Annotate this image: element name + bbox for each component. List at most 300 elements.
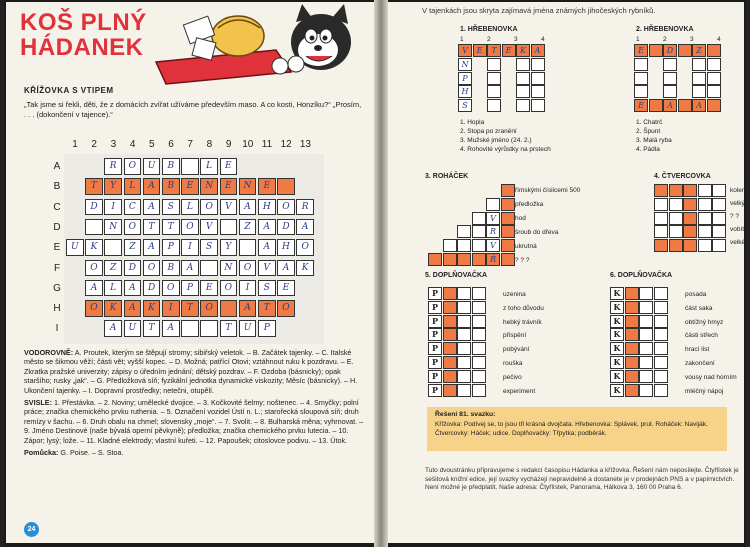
puzzle-cell: E: [502, 44, 516, 57]
puzzle-cell: [639, 342, 653, 355]
intro-text: „Tak jsme si řekli, děti, že z domácích zvířat užíváme především maso. A co kosti, Honzíku?“ „Prosím, . . . (dokončení v tajence).“: [24, 100, 362, 119]
puzzle-title: 2. HŘEBENOVKA: [636, 26, 694, 33]
puzzle-cell: [443, 342, 457, 355]
row-label: C: [53, 201, 61, 213]
crossword-cell: O: [124, 158, 142, 175]
puzzle-cell: T: [487, 44, 501, 57]
solution-heading: Řešení 81. svazku:: [435, 411, 496, 418]
puzzle-cell: [649, 99, 663, 112]
puzzle-cell: P: [428, 287, 442, 300]
clues: VODOROVNĚ: A. Proutek, kterým se štěpují stromy; sibiřský veletok. – B. Začátek tajenky. – C. Italské město se šikmou věží; části vět; vyšší kopec. – D. Možná; patřící Otovi; vztáhnout ruku k pozdravu. – E. Zkratka pražské univerzity; zápisy o úředním jednání; dětský pozdrav. – F. Ozdoba (básnicky); opak staršího; rusky „jak“. – G. Předložková síň; fyzikální jednotka dynamické viskozity; Měsíc (básnicky). – H. Ukončení tajenky. – I. Dopravní prostředky; netečni, otupělí. SVISLE: 1. Přestávka. – 2. Noviny; umělecké dvojice. – 3. Kočkovité šelmy; noštenec. – 4. Smyčky; polní práce; značka chemického prvku ruthenia. – 5. Označení vozidel Ústí n. L.; starořecká sloupová síň; druh remízy v šachu. – 6. Druh obalu na chmel; slovensky „moje“. – 7. Svolit. – 8. Bulharská měna; vyhrnovat. – 9. Jméno Destinové (naše bývalá operní pěvkyně); předložka; značka chemického prvku lutecia. – 10. Zápor; lysý; lože. – 11. Kladné elektrody; vlastní kuřeti. – 12. Papoušek; citoslovce podivu. – 13. Útok. Pomůcka: G. Poise. – S. Stoa.: [24, 348, 364, 458]
puzzle-cell: [639, 287, 653, 300]
clue: experiment: [503, 387, 536, 395]
puzzle-cell: [531, 72, 545, 85]
crossword-cell: L: [200, 158, 218, 175]
crossword-cell: O: [296, 239, 314, 256]
clue: vobít: [730, 226, 745, 233]
crossword-cell: T: [220, 320, 238, 337]
column-number: 4: [717, 36, 721, 43]
row-label: I: [55, 323, 59, 335]
puzzle-cell: [501, 253, 515, 266]
crossword-cell: T: [143, 320, 161, 337]
clue: 1. Chatrč: [636, 119, 663, 126]
clue: šroub do dřeva: [515, 229, 559, 236]
clue: 3. Mužské jméno (24. 2.): [460, 137, 532, 144]
puzzle-title: 6. DOPLŇOVAČKA: [610, 272, 673, 279]
crossword-cell: O: [277, 300, 295, 317]
clue: 2. Špunt: [636, 128, 661, 135]
puzzle-cell: [625, 301, 639, 314]
puzzle-cell: [501, 212, 515, 225]
puzzle-cell: [683, 212, 697, 225]
crossword-cell: [220, 300, 238, 317]
puzzle-cell: [639, 356, 653, 369]
puzzle-cell: P: [458, 72, 472, 85]
puzzle-cell: E: [634, 44, 648, 57]
clue: kolem: [730, 187, 748, 194]
column-number: 3: [110, 139, 117, 150]
puzzle-cell: [654, 225, 668, 238]
puzzle-cell: [457, 253, 471, 266]
clue: uzenina: [503, 291, 526, 298]
crossword-cell: O: [181, 219, 199, 236]
crossword-cell: O: [200, 300, 218, 317]
puzzle-cell: [531, 99, 545, 112]
column-number: 2: [663, 36, 667, 43]
column-number: 1: [72, 139, 78, 150]
puzzle-cell: [663, 85, 677, 98]
crossword-cell: A: [143, 199, 161, 216]
puzzle-cell: [516, 99, 530, 112]
crossword-cell: O: [162, 280, 180, 297]
puzzle-cell: [457, 342, 471, 355]
crossword-cell: U: [66, 239, 84, 256]
puzzle-cell: [707, 72, 721, 85]
puzzle-cell: [634, 85, 648, 98]
right-page: [388, 2, 748, 543]
puzzle-cell: K: [610, 287, 624, 300]
puzzle-cell: [707, 44, 721, 57]
crossword-cell: [104, 239, 122, 256]
crossword-cell: O: [220, 280, 238, 297]
hint: G. Poise. – S. Stoa.: [60, 448, 124, 458]
crossword-cell: U: [239, 320, 257, 337]
puzzle-cell: K: [610, 342, 624, 355]
crossword-cell: I: [239, 280, 257, 297]
clue: obtížný hmyz: [685, 318, 724, 326]
puzzle-cell: [712, 184, 726, 197]
puzzle-cell: [472, 225, 486, 238]
puzzle-cell: [692, 72, 706, 85]
crossword-cell: I: [162, 300, 180, 317]
puzzle-cell: [683, 184, 697, 197]
crossword-cell: S: [258, 280, 276, 297]
puzzle-cell: [443, 315, 457, 328]
puzzle-cell: P: [428, 315, 442, 328]
puzzle-cell: [625, 287, 639, 300]
crossword-cell: A: [239, 199, 257, 216]
clue: 2. Stopa po zranění: [460, 128, 517, 135]
puzzle-cell: K: [610, 328, 624, 341]
crossword-cell: E: [220, 158, 238, 175]
crossword-cell: A: [258, 219, 276, 236]
puzzle-cell: [531, 85, 545, 98]
puzzle-cell: [625, 370, 639, 383]
puzzle-cell: [625, 356, 639, 369]
puzzle-cell: [531, 58, 545, 71]
crossword-cell: L: [181, 199, 199, 216]
column-number: 5: [149, 139, 155, 150]
puzzle-cell: K: [610, 315, 624, 328]
crossword-cell: [181, 320, 199, 337]
puzzle-cell: [443, 356, 457, 369]
clue: hebký trávník: [503, 318, 542, 326]
crossword-cell: K: [296, 260, 314, 277]
column-number: 11: [261, 139, 273, 150]
puzzle-cell: [654, 239, 668, 252]
crossword-cell: [277, 178, 295, 195]
column-number: 1: [636, 36, 640, 43]
crossword-cell: E: [258, 178, 276, 195]
puzzle-cell: [501, 239, 515, 252]
cat-illustration: [156, 6, 361, 88]
clue: rouška: [503, 360, 523, 367]
crossword-cell: L: [124, 178, 142, 195]
column-number: 2: [91, 139, 97, 150]
puzzle-cell: [487, 99, 501, 112]
clue: části střech: [685, 332, 718, 340]
puzzle-cell: [698, 212, 712, 225]
crossword-cell: T: [181, 300, 199, 317]
crossword-cell: V: [258, 260, 276, 277]
clue: velký: [730, 200, 745, 207]
puzzle-cell: [654, 384, 668, 397]
puzzle-cell: [472, 384, 486, 397]
book-gutter: [374, 0, 388, 547]
column-number: 8: [206, 139, 213, 150]
puzzle-cell: K: [610, 301, 624, 314]
page-title: KOŠ PLNÝ HÁDANEK: [20, 9, 147, 61]
puzzle-cell: [698, 225, 712, 238]
puzzle-cell: [443, 301, 457, 314]
puzzle-cell: [472, 342, 486, 355]
row-label: E: [53, 242, 61, 254]
crossword-cell: Z: [239, 219, 257, 236]
book-spread: [4, 0, 746, 547]
crossword-cell: T: [162, 219, 180, 236]
puzzle-cell: P: [428, 370, 442, 383]
puzzle-cell: [707, 58, 721, 71]
crossword-cell: I: [181, 239, 199, 256]
crossword-cell: P: [258, 320, 276, 337]
puzzle-cell: [707, 85, 721, 98]
intro-text: V tajenkách jsou skryta zajímavá jména známých jihočeských rybníků.: [422, 6, 656, 15]
crossword-cell: [85, 219, 103, 236]
crossword-cell: A: [296, 219, 314, 236]
solution-text: Křížovka: Podívej se, to jsou tři krásná dvojčata. Hřebenovka: Splávek, prut. Roháček: Naviják. Čtvercovky: Háček; udice. Doplňovačky: Třpytka; podběrák.: [435, 421, 708, 437]
clue: z toho důvodu: [503, 304, 544, 312]
clue: 4. Rohovité výrůstky na prstech: [460, 146, 551, 153]
crossword-cell: O: [85, 300, 103, 317]
puzzle-cell: [472, 315, 486, 328]
puzzle-cell: [639, 315, 653, 328]
puzzle-cell: K: [516, 44, 530, 57]
puzzle-cell: [457, 384, 471, 397]
crossword-cell: B: [162, 260, 180, 277]
clue: hod: [515, 215, 526, 222]
crossword-cell: A: [143, 239, 161, 256]
puzzle-cell: [443, 328, 457, 341]
crossword-cell: U: [143, 158, 161, 175]
puzzle-cell: [625, 328, 639, 341]
row-label: A: [53, 161, 61, 172]
column-number: 3: [514, 36, 518, 43]
crossword-cell: I: [104, 199, 122, 216]
crossword-cell: B: [162, 178, 180, 195]
crossword-cell: D: [124, 260, 142, 277]
crossword-cell: N: [220, 260, 238, 277]
puzzle-cell: [457, 328, 471, 341]
column-number: 9: [225, 139, 232, 150]
column-number: 12: [280, 139, 292, 150]
puzzle-cell: [712, 239, 726, 252]
crossword-cell: V: [200, 219, 218, 236]
clue: vousy nad horním: [685, 373, 737, 381]
puzzle-cell: [486, 198, 500, 211]
crossword-cell: E: [277, 280, 295, 297]
crossword-cell: Y: [104, 178, 122, 195]
crossword-cell: O: [85, 260, 103, 277]
puzzle-cell: [698, 239, 712, 252]
crossword-cell: [220, 219, 238, 236]
puzzle-cell: [516, 85, 530, 98]
puzzle-cell: [707, 99, 721, 112]
clue: pobývání: [503, 346, 530, 354]
crossword-cell: R: [296, 199, 314, 216]
crossword-cell: K: [85, 239, 103, 256]
puzzle-cell: [472, 301, 486, 314]
puzzle-cell: [639, 328, 653, 341]
crossword-cell: T: [258, 300, 276, 317]
crossword-cell: O: [124, 219, 142, 236]
puzzle-cell: [712, 212, 726, 225]
crossword-cell: [200, 260, 218, 277]
puzzle-cell: H: [458, 85, 472, 98]
crossword-cell: S: [200, 239, 218, 256]
crossword-cell: O: [200, 199, 218, 216]
puzzle-cell: [654, 328, 668, 341]
row-label: B: [53, 181, 61, 193]
crossword-cell: A: [143, 178, 161, 195]
puzzle-cell: P: [428, 342, 442, 355]
column-number: 7: [187, 139, 193, 150]
crossword-cell: A: [104, 320, 122, 337]
puzzle-cell: [654, 370, 668, 383]
crossword-cell: U: [124, 320, 142, 337]
puzzle-cell: [443, 370, 457, 383]
puzzle-cell: [501, 225, 515, 238]
puzzle-title: 1. HŘEBENOVKA: [460, 26, 518, 33]
column-number: 1: [460, 36, 464, 43]
clue: posada: [685, 291, 707, 298]
puzzle-cell: [457, 239, 471, 252]
crossword-cell: H: [258, 199, 276, 216]
crossword-cell: O: [277, 199, 295, 216]
puzzle-cell: [487, 85, 501, 98]
puzzle-cell: [457, 315, 471, 328]
puzzle-cell: [712, 225, 726, 238]
puzzle-cell: [443, 253, 457, 266]
puzzle-cell: [516, 72, 530, 85]
crossword-cell: A: [85, 280, 103, 297]
footer-note: Tuto dvoustránku připravujeme s redakcí časopisu Hádanka a křížovka. Řešení nám neposílejte. Čtyřlístek je sešitová knižní edice, její svazky vycházejí nepravidelně a dostanete je v prodejnách PNS a v papírnictvích. Není možné je předplatit. Naše adresa: Čtyřlístek, Panorama, Hálkova 3, 160 00 Praha 6.: [425, 467, 739, 492]
puzzle-cell: [692, 85, 706, 98]
puzzle-cell: [472, 212, 486, 225]
crossword-cell: A: [258, 239, 276, 256]
column-number: 6: [168, 139, 174, 150]
clue: ukrutná: [515, 243, 537, 250]
clue: 1. Hopla: [460, 119, 485, 126]
puzzle-cell: P: [428, 328, 442, 341]
puzzle-cell: A: [531, 44, 545, 57]
puzzle-cell: [457, 301, 471, 314]
crossword-cell: N: [239, 178, 257, 195]
crossword-cell: B: [162, 158, 180, 175]
puzzle-cell: A: [692, 99, 706, 112]
clue: pečivo: [503, 373, 522, 381]
puzzle-cell: [654, 315, 668, 328]
crossword-cell: K: [104, 300, 122, 317]
puzzle-cell: [669, 212, 683, 225]
puzzle-cell: [501, 184, 515, 197]
puzzle-cell: [654, 212, 668, 225]
puzzle-cell: [649, 44, 663, 57]
column-number: 13: [299, 139, 311, 150]
crossword-cell: P: [181, 280, 199, 297]
crossword-cell: Z: [124, 239, 142, 256]
clue: 4. Pádla: [636, 146, 660, 153]
crossword-cell: P: [162, 239, 180, 256]
crossword-cell: T: [143, 219, 161, 236]
crossword-cell: Z: [104, 260, 122, 277]
puzzle-title: 5. DOPLŇOVAČKA: [425, 272, 488, 279]
puzzle-cell: [683, 225, 697, 238]
column-number: 4: [541, 36, 545, 43]
puzzle-cell: [443, 287, 457, 300]
puzzle-cell: [487, 72, 501, 85]
puzzle-cell: [669, 184, 683, 197]
puzzle-cell: [634, 72, 648, 85]
puzzle-cell: [457, 370, 471, 383]
puzzle-cell: P: [428, 301, 442, 314]
crossword-cell: L: [104, 280, 122, 297]
clue: ? ?: [730, 213, 740, 220]
puzzle-cell: [654, 356, 668, 369]
puzzle-cell: V: [458, 44, 472, 57]
puzzle-cell: [472, 287, 486, 300]
puzzle-cell: P: [428, 384, 442, 397]
puzzle-cell: [663, 58, 677, 71]
puzzle-cell: R: [486, 225, 500, 238]
puzzle-cell: [654, 198, 668, 211]
crossword-cell: A: [277, 260, 295, 277]
puzzle-cell: [669, 198, 683, 211]
column-number: 10: [242, 139, 254, 150]
left-page: [6, 2, 374, 543]
clue: předložka: [515, 201, 544, 208]
clues-across: A. Proutek, kterým se štěpují stromy; sibiřský veletok. – B. Začátek tajenky. – C. Italské město se šikmou věží; části vět; vyšší kopec. – D. Možná; patřící Otovi; vztáhnout ruku k pozdravu. – E. Zkratka pražské univerzity; zápisy o úředním jednání; dětský pozdrav. – F. Ozdoba (básnicky); opak staršího; rusky „jak“. – G. Předložková síň; fyzikální jednotka dynamické viskozity; Měsíc (básnicky). – H. Ukončení tajenky. – I. Dopravní prostředky; netečni, otupělí.: [24, 348, 358, 395]
clue: římskými číslicemi 500: [515, 187, 581, 194]
puzzle-cell: [472, 253, 486, 266]
clues-down: 1. Přestávka. – 2. Noviny; umělecké dvojice. – 3. Kočkovité šelmy; noštenec. – 4. Smyčky; polní práce; značka chemického prvku ruthenia. – 5. Označení vozidel Ústí n. L.; starořecká sloupová síň; druh remízy v šachu. – 6. Druh obalu na chmel; slovensky „moje“. – 7. Svolit. – 8. Bulharská měna; vyhrnovat. – 9. Jméno Destinové (naše bývalá operní pěvkyně); předložka; značka chemického prvku lutecia. – 10. Zápor; lysý; lože. – 11. Kladné elektrody; vlastní kuřeti. – 12. Papoušek; citoslovce podivu. – 13. Útok.: [24, 398, 364, 445]
puzzle-cell: [639, 384, 653, 397]
puzzle-cell: E: [473, 44, 487, 57]
clue: část saka: [685, 304, 713, 312]
puzzle-cell: [625, 384, 639, 397]
puzzle-cell: V: [486, 239, 500, 252]
crossword-cell: D: [277, 219, 295, 236]
puzzle-cell: [472, 370, 486, 383]
puzzle-cell: [457, 287, 471, 300]
puzzle-cell: [712, 198, 726, 211]
column-number: 3: [690, 36, 694, 43]
puzzle-cell: [516, 58, 530, 71]
puzzle-cell: A: [663, 99, 677, 112]
crossword-cell: [239, 239, 257, 256]
column-number: 2: [487, 36, 491, 43]
puzzle-cell: [443, 239, 457, 252]
puzzle-cell: [663, 72, 677, 85]
crossword-cell: D: [143, 280, 161, 297]
crossword-cell: O: [239, 260, 257, 277]
puzzle-cell: E: [634, 99, 648, 112]
crossword-cell: E: [181, 178, 199, 195]
clue: zakončení: [685, 360, 715, 367]
puzzle-cell: [678, 99, 692, 112]
crossword-cell: A: [162, 320, 180, 337]
clue: velké: [730, 239, 746, 246]
crossword-cell: D: [85, 199, 103, 216]
page-number: 24: [24, 522, 39, 537]
puzzle-cell: K: [610, 384, 624, 397]
row-label: D: [53, 221, 61, 233]
puzzle-cell: P: [428, 356, 442, 369]
puzzle-cell: [654, 301, 668, 314]
crossword-cell: N: [104, 219, 122, 236]
puzzle-cell: K: [610, 370, 624, 383]
clue: ? ? ?: [515, 257, 530, 264]
crossword-cell: H: [277, 239, 295, 256]
puzzle-cell: S: [458, 99, 472, 112]
clue: mléčný nápoj: [685, 387, 724, 395]
puzzle-cell: [639, 301, 653, 314]
clue: přispění: [503, 332, 527, 340]
column-number: 4: [129, 139, 136, 150]
puzzle-cell: [698, 184, 712, 197]
puzzle-cell: [654, 342, 668, 355]
puzzle-cell: [457, 356, 471, 369]
puzzle-cell: Z: [692, 44, 706, 57]
crossword-cell: C: [124, 199, 142, 216]
solution-box: [427, 407, 727, 451]
puzzle-cell: [654, 287, 668, 300]
puzzle-cell: [683, 198, 697, 211]
puzzle-cell: [472, 239, 486, 252]
puzzle-cell: [625, 342, 639, 355]
crossword-cell: Y: [220, 239, 238, 256]
puzzle-cell: [634, 58, 648, 71]
crossword-cell: K: [143, 300, 161, 317]
